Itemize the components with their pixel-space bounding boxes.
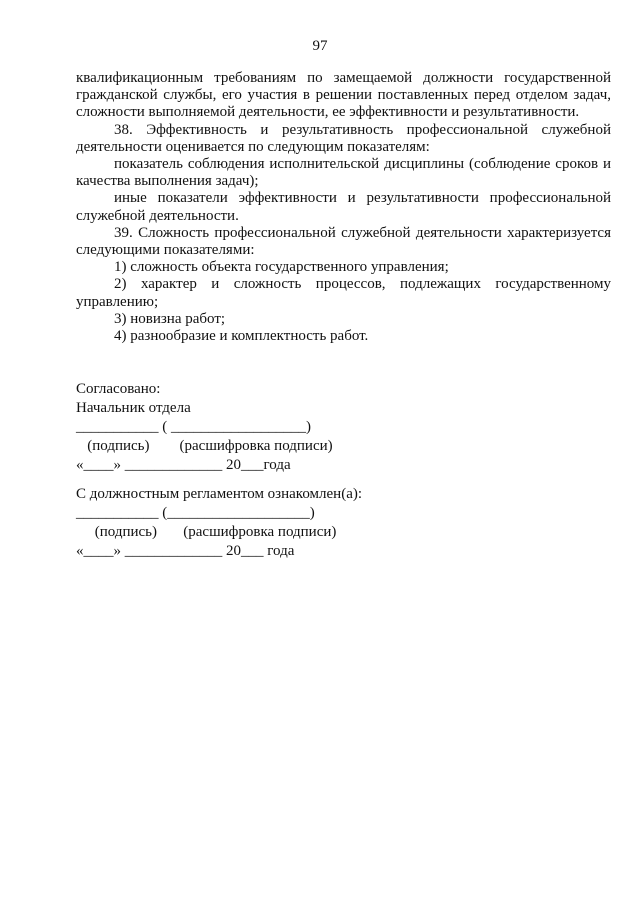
acknowledgement-block: [76, 485, 396, 561]
document-body: [76, 70, 611, 345]
approval-date-line: «____» _____________ 20___года: [76, 457, 291, 473]
approval-heading: Согласовано:: [76, 381, 161, 397]
approval-position: Начальник отдела: [76, 400, 191, 416]
acknowledgement-signature-line: ___________ (___________________): [76, 505, 315, 521]
paragraph-qualification-continuation: квалификационным требованиям по замещаемой должности государственной гражданской службы, его участия в решении поставленных перед отделом задач, сложности выполняемой деятельности, ее эффективности и результативности.: [76, 70, 611, 121]
acknowledgement-date-line: «____» _____________ 20___ года: [76, 543, 295, 559]
approval-block: [76, 380, 376, 475]
paragraph-discipline-indicator: показатель соблюдения исполнительской дисциплины (соблюдение сроков и качества выполнения задач);: [76, 156, 611, 190]
approval-signature-line: ___________ ( __________________): [76, 419, 311, 435]
page-number: 97: [312, 38, 328, 54]
approval-signature-captions: (подпись) (расшифровка подписи): [76, 438, 333, 454]
list-item-1: 1) сложность объекта государственного управления;: [114, 259, 449, 276]
list-item-2: 2) характер и сложность процессов, подлежащих государственному управлению;: [76, 276, 611, 310]
acknowledgement-heading: С должностным регламентом ознакомлен(а):: [76, 486, 363, 502]
paragraph-item-38: 38. Эффективность и результативность профессиональной служебной деятельности оценивается по следующим показателям:: [76, 121, 611, 155]
paragraph-other-indicators: иные показатели эффективности и результативности профессиональной служебной деятельности.: [76, 190, 611, 224]
paragraph-item-39: 39. Сложность профессиональной служебной деятельности характеризуется следующими показателями:: [76, 224, 611, 259]
list-item-4: 4) разнообразие и комплектность работ.: [114, 328, 369, 345]
acknowledgement-signature-captions: (подпись) (расшифровка подписи): [76, 524, 337, 540]
list-item-3: 3) новизна работ;: [114, 310, 226, 327]
